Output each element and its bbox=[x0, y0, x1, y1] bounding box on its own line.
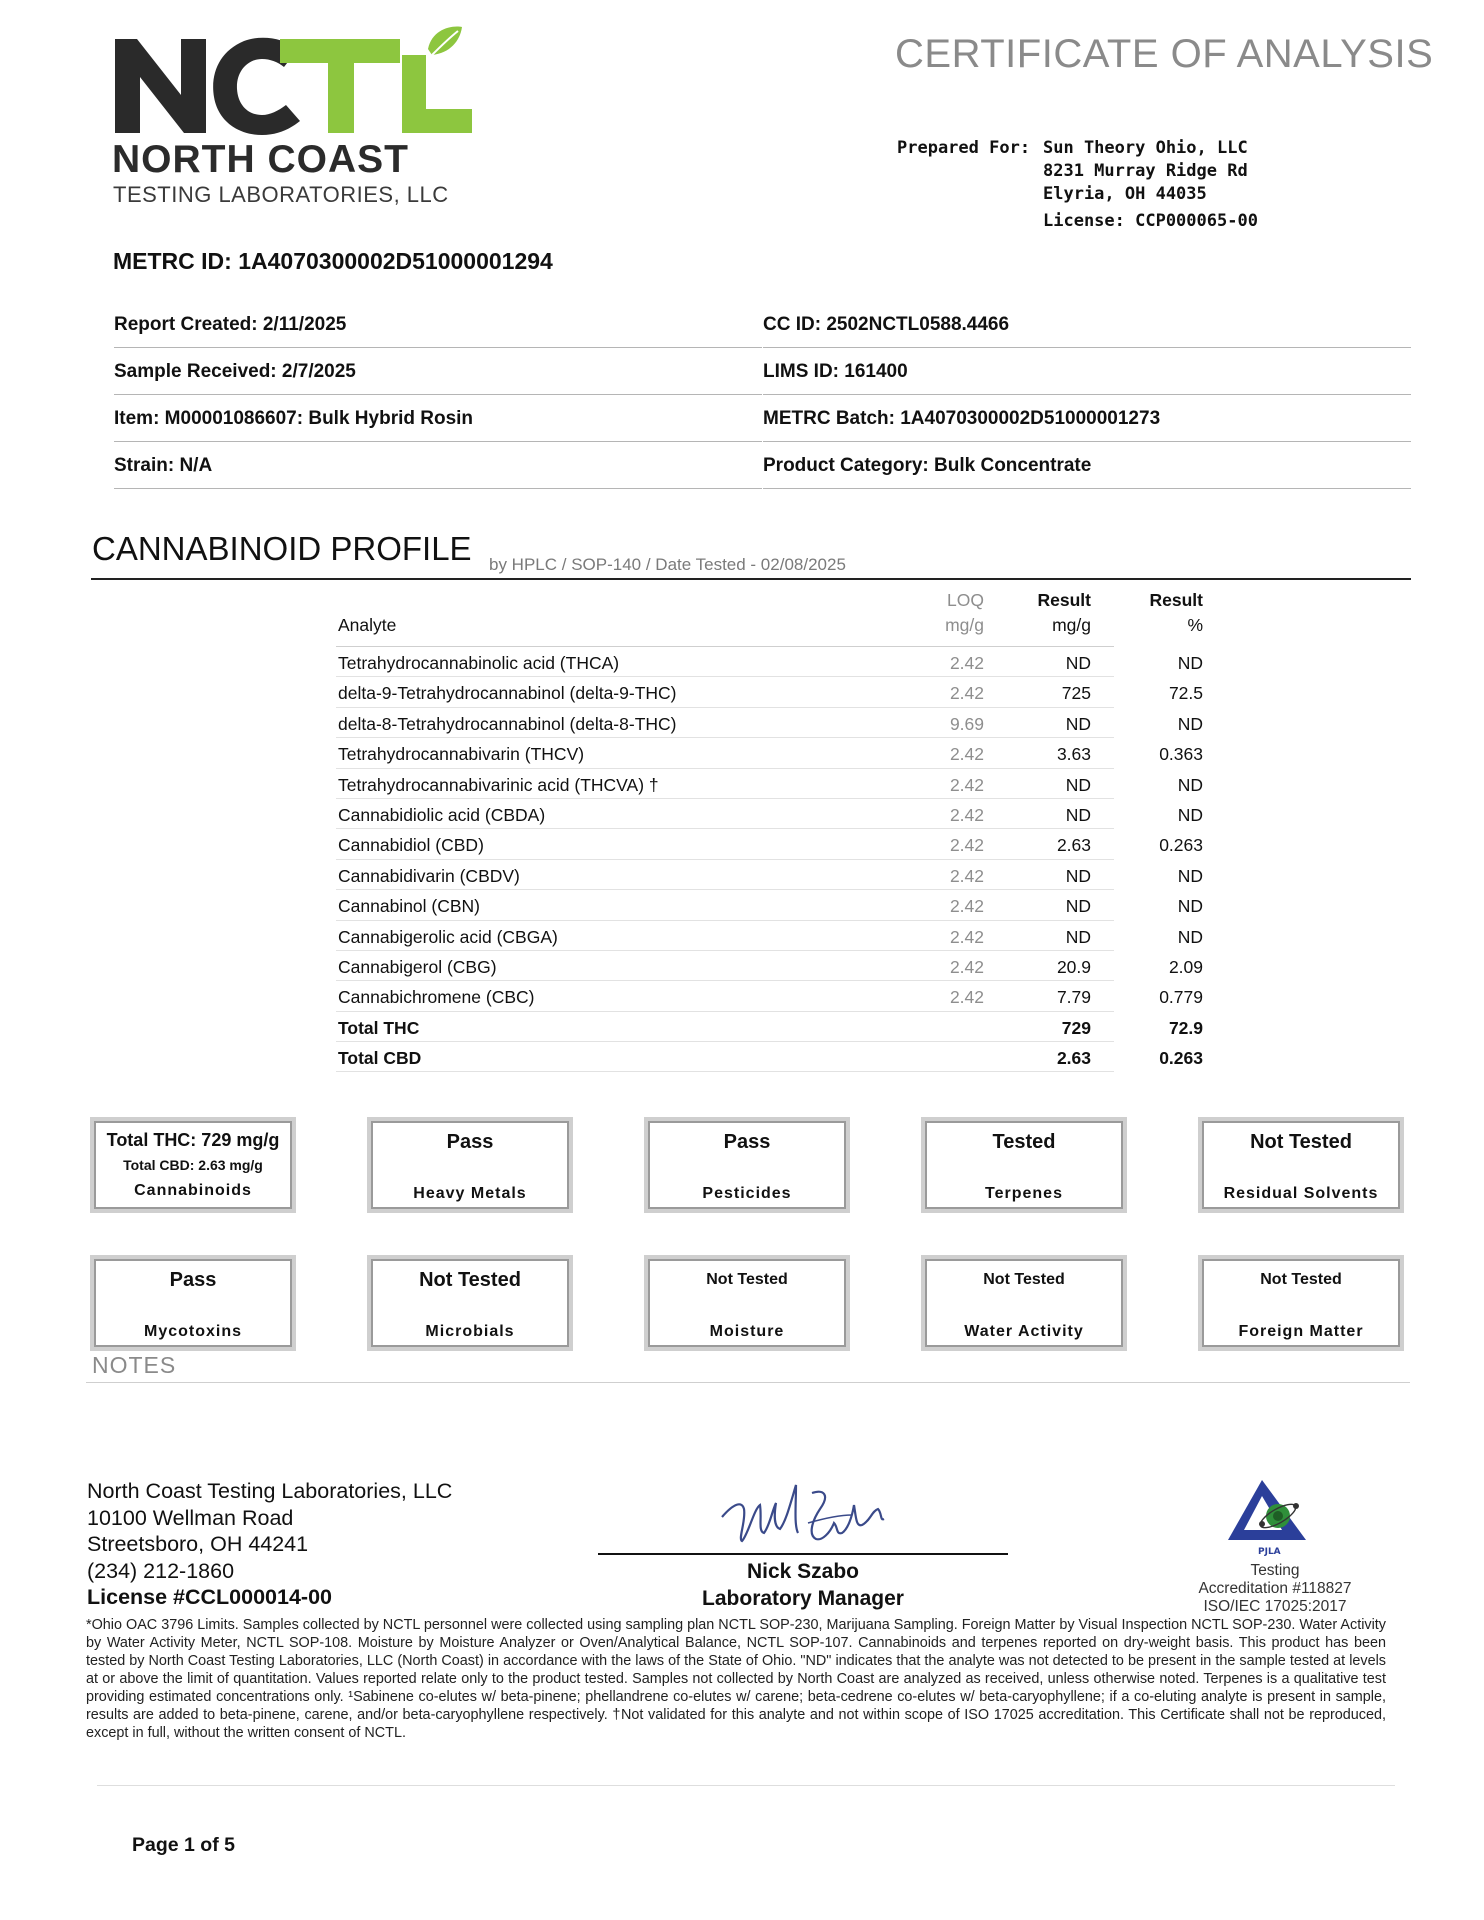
result-pct: ND bbox=[1177, 713, 1203, 734]
table-row bbox=[336, 921, 1203, 951]
disclaimer-text: *Ohio OAC 3796 Limits. Samples collected by NCTL personnel were collected using sampling plan NCTL SOP-230, Marijuana Sampling. Foreign Matter by Visual Inspection NCTL SOP-230. Water Activity by Water Activity Meter, NCTL SOP-108. Moisture by Moisture Analyzer or Oven/Analytical Balance, NCTL SOP-107. Cannabinoids and terpenes reported on dry-weight basis. This product has been tested by North Coast Testing Laboratories, LLC (North Coast) in accordance with the laws of the State of Ohio. "ND" indicates that the analyte was not detected to be present in the sample tested at levels at or above the limit of quantitation. Values reported relate only to the product tested. Samples not collected by North Coast are analyzed as received, unless otherwise noted. Terpenes is a qualitative test providing estimated concentrations only. ¹Sabinene co-elutes w/ beta-pinene; phellandrene co-elutes w/ carene; beta-cedrene co-elutes w/ beta-caryophyllene; if a co-eluting analyte is present in sample, results are added to beta-pinene, carene, and/or beta-caryophyllene respectively. †Not validated for this analyte and not within scope of ISO 17025 accreditation. This Certificate shall not be reproduced, except in full, without the written consent of NCTL. bbox=[86, 1617, 1386, 1741]
footer-rule bbox=[97, 1785, 1395, 1786]
total-mg: 729 bbox=[1061, 1017, 1091, 1038]
client-address-1: 8231 Murray Ridge Rd bbox=[1043, 161, 1248, 181]
result-pct: ND bbox=[1177, 774, 1203, 795]
summary-total-cbd: Total CBD: 2.63 mg/g bbox=[123, 1157, 263, 1173]
summary-box-terpenes bbox=[921, 1117, 1127, 1213]
summary-label: Pesticides bbox=[702, 1185, 792, 1202]
metrc-id: METRC ID: 1A4070300002D51000001294 bbox=[113, 248, 553, 274]
signer-name: Nick Szabo bbox=[746, 1560, 860, 1583]
summary-status: Not Tested bbox=[706, 1271, 788, 1288]
total-mg: 2.63 bbox=[1056, 1048, 1091, 1069]
result-mg: 3.63 bbox=[1056, 744, 1091, 765]
header-analyte: Analyte bbox=[338, 615, 397, 635]
result-mg: ND bbox=[1065, 713, 1091, 734]
logo-letter-l bbox=[402, 55, 472, 133]
total-pct: 72.9 bbox=[1168, 1017, 1203, 1038]
result-pct: ND bbox=[1177, 896, 1203, 917]
item: Item: M00001086607: Bulk Hybrid Rosin bbox=[114, 396, 762, 442]
loq-value: 2.42 bbox=[949, 987, 984, 1008]
result-pct: ND bbox=[1177, 804, 1203, 825]
accred-line-3: ISO/IEC 17025:2017 bbox=[1203, 1598, 1347, 1615]
summary-label: Microbials bbox=[425, 1323, 515, 1340]
result-pct: 0.363 bbox=[1159, 744, 1203, 765]
summary-label: Residual Solvents bbox=[1223, 1185, 1379, 1202]
total-name: Total THC bbox=[338, 1017, 420, 1038]
lab-contact-block bbox=[87, 1478, 452, 1611]
result-mg: 725 bbox=[1061, 683, 1091, 704]
loq-value: 2.42 bbox=[949, 896, 984, 917]
table-row bbox=[336, 890, 1203, 920]
product-category: Product Category: Bulk Concentrate bbox=[763, 443, 1411, 489]
analyte-name: Cannabidiolic acid (CBDA) bbox=[338, 804, 546, 825]
result-mg: 2.63 bbox=[1056, 835, 1091, 856]
summary-box-heavy-metals bbox=[367, 1117, 573, 1213]
summary-label: Mycotoxins bbox=[143, 1323, 242, 1340]
client-address-2: Elyria, OH 44035 bbox=[1043, 184, 1207, 204]
header-loq: LOQ bbox=[947, 590, 984, 610]
loq-value: 2.42 bbox=[949, 774, 984, 795]
accred-line-2: Accreditation #118827 bbox=[1198, 1580, 1352, 1597]
page-number: Page 1 of 5 bbox=[132, 1834, 235, 1856]
prepared-for-label: Prepared For: bbox=[897, 138, 1031, 158]
lab-address-2: Streetsboro, OH 44241 bbox=[87, 1532, 309, 1556]
summary-box-pesticides bbox=[644, 1117, 850, 1213]
table-row bbox=[336, 799, 1203, 829]
pjla-text: PJLA bbox=[1258, 1547, 1281, 1557]
summary-status: Tested bbox=[992, 1131, 1056, 1153]
summary-label: Heavy Metals bbox=[413, 1185, 527, 1202]
pjla-accreditation-logo bbox=[1222, 1478, 1312, 1558]
total-name: Total CBD bbox=[338, 1048, 422, 1069]
prepared-for-block bbox=[897, 137, 1258, 233]
summary-label: Moisture bbox=[709, 1323, 785, 1340]
summary-box-mycotoxins bbox=[90, 1255, 296, 1351]
result-mg: ND bbox=[1065, 804, 1091, 825]
analyte-name: Cannabigerolic acid (CBGA) bbox=[338, 926, 558, 947]
analyte-name: Cannabinol (CBN) bbox=[338, 896, 481, 917]
analyte-name: Cannabigerol (CBG) bbox=[338, 956, 497, 977]
analyte-name: Cannabidivarin (CBDV) bbox=[338, 865, 520, 886]
summary-box-residual-solvents bbox=[1198, 1117, 1404, 1213]
summary-label: Foreign Matter bbox=[1238, 1323, 1364, 1340]
signature bbox=[712, 1475, 892, 1555]
header-result-pct-unit: % bbox=[1187, 615, 1203, 635]
summary-status: Not Tested bbox=[1260, 1271, 1342, 1288]
result-pct: 72.5 bbox=[1168, 683, 1203, 704]
client-license: License: CCP000065-00 bbox=[1043, 211, 1258, 231]
result-mg: ND bbox=[1065, 926, 1091, 947]
lab-phone: (234) 212-1860 bbox=[87, 1558, 235, 1583]
analyte-name: Tetrahydrocannabinolic acid (THCA) bbox=[338, 653, 620, 673]
result-pct: ND bbox=[1177, 926, 1203, 947]
analyte-name: Cannabichromene (CBC) bbox=[338, 987, 535, 1008]
analyte-name: Tetrahydrocannabivarin (THCV) bbox=[338, 744, 585, 765]
header-result-mg-unit: mg/g bbox=[1052, 615, 1091, 635]
result-pct: ND bbox=[1177, 865, 1203, 886]
header-result-pct: Result bbox=[1149, 590, 1203, 610]
notes-rule bbox=[86, 1382, 1410, 1383]
result-pct: 0.263 bbox=[1159, 835, 1203, 856]
sample-received: Sample Received: 2/7/2025 bbox=[114, 349, 762, 395]
analyte-name: delta-8-Tetrahydrocannabinol (delta-8-THC) bbox=[338, 713, 677, 734]
header-result-mg: Result bbox=[1037, 590, 1091, 610]
summary-total-thc: Total THC: 729 mg/g bbox=[106, 1130, 280, 1150]
lims-id: LIMS ID: 161400 bbox=[763, 349, 1411, 395]
summary-label: Cannabinoids bbox=[134, 1182, 252, 1199]
summary-status: Not Tested bbox=[1250, 1131, 1352, 1153]
table-row bbox=[336, 981, 1203, 1011]
table-row bbox=[336, 860, 1203, 890]
loq-value: 9.69 bbox=[949, 713, 984, 734]
lab-name: North Coast Testing Laboratories, LLC bbox=[87, 1479, 453, 1503]
result-mg: ND bbox=[1065, 653, 1091, 673]
document-title: CERTIFICATE OF ANALYSIS bbox=[895, 32, 1434, 76]
strain: Strain: N/A bbox=[114, 443, 762, 489]
signer-block bbox=[598, 1558, 1008, 1612]
cannabinoid-profile-title: CANNABINOID PROFILE bbox=[92, 530, 472, 567]
loq-value: 2.42 bbox=[949, 683, 984, 704]
table-row bbox=[336, 829, 1203, 859]
result-pct: ND bbox=[1177, 653, 1203, 673]
accreditation-info bbox=[1180, 1562, 1370, 1616]
table-row-total-cbd bbox=[336, 1042, 1203, 1072]
summary-status: Not Tested bbox=[419, 1269, 521, 1291]
loq-value: 2.42 bbox=[949, 956, 984, 977]
section-rule bbox=[91, 578, 1411, 580]
loq-value: 2.42 bbox=[949, 865, 984, 886]
result-mg: 7.79 bbox=[1056, 987, 1091, 1008]
summary-box-water-activity bbox=[921, 1255, 1127, 1351]
signer-title: Laboratory Manager bbox=[702, 1587, 904, 1610]
summary-label: Water Activity bbox=[964, 1323, 1084, 1340]
table-row bbox=[336, 647, 1203, 677]
notes-title: NOTES bbox=[92, 1352, 177, 1378]
table-row bbox=[336, 951, 1203, 981]
summary-status: Pass bbox=[723, 1131, 771, 1153]
result-pct: 2.09 bbox=[1168, 956, 1203, 977]
analyte-name: Tetrahydrocannabivarinic acid (THCVA) † bbox=[338, 774, 659, 795]
client-name: Sun Theory Ohio, LLC bbox=[1043, 138, 1248, 158]
result-mg: ND bbox=[1065, 865, 1091, 886]
total-pct: 0.263 bbox=[1159, 1048, 1203, 1069]
loq-value: 2.42 bbox=[949, 926, 984, 947]
result-mg: 20.9 bbox=[1056, 956, 1091, 977]
loq-value: 2.42 bbox=[949, 804, 984, 825]
summary-label: Terpenes bbox=[985, 1185, 1063, 1202]
analyte-name: delta-9-Tetrahydrocannabinol (delta-9-THC) bbox=[338, 683, 677, 704]
summary-status: Pass bbox=[169, 1269, 217, 1291]
metrc-batch: METRC Batch: 1A4070300002D51000001273 bbox=[763, 396, 1411, 442]
loq-value: 2.42 bbox=[949, 653, 984, 673]
cannabinoid-table bbox=[336, 590, 1203, 1072]
table-row bbox=[336, 677, 1203, 707]
summary-box-microbials bbox=[367, 1255, 573, 1351]
table-row bbox=[336, 708, 1203, 738]
lab-license: License #CCL000014-00 bbox=[87, 1585, 333, 1609]
logo-name: NORTH COAST bbox=[112, 138, 409, 181]
summary-box-foreign-matter bbox=[1198, 1255, 1404, 1351]
summary-status: Not Tested bbox=[983, 1271, 1065, 1288]
lab-address-1: 10100 Wellman Road bbox=[87, 1505, 294, 1530]
summary-box-moisture bbox=[644, 1255, 850, 1351]
header-loq-unit: mg/g bbox=[945, 615, 984, 635]
logo-subtitle: TESTING LABORATORIES, LLC bbox=[113, 182, 449, 207]
loq-value: 2.42 bbox=[949, 835, 984, 856]
cannabinoid-profile-subtitle: by HPLC / SOP-140 / Date Tested - 02/08/2025 bbox=[489, 555, 846, 574]
report-created: Report Created: 2/11/2025 bbox=[114, 302, 762, 348]
result-pct: 0.779 bbox=[1159, 987, 1203, 1008]
summary-box-cannabinoids bbox=[90, 1117, 296, 1213]
accred-line-1: Testing bbox=[1250, 1562, 1300, 1579]
table-row bbox=[336, 738, 1203, 768]
loq-value: 2.42 bbox=[949, 744, 984, 765]
logo-letter-n bbox=[115, 39, 206, 133]
table-row bbox=[336, 769, 1203, 799]
signature-line bbox=[598, 1553, 1008, 1555]
cc-id: CC ID: 2502NCTL0588.4466 bbox=[763, 302, 1411, 348]
result-mg: ND bbox=[1065, 774, 1091, 795]
table-header bbox=[336, 590, 1203, 646]
result-mg: ND bbox=[1065, 896, 1091, 917]
summary-status: Pass bbox=[446, 1131, 494, 1153]
analyte-name: Cannabidiol (CBD) bbox=[338, 835, 484, 856]
table-row-total-thc bbox=[336, 1012, 1203, 1042]
